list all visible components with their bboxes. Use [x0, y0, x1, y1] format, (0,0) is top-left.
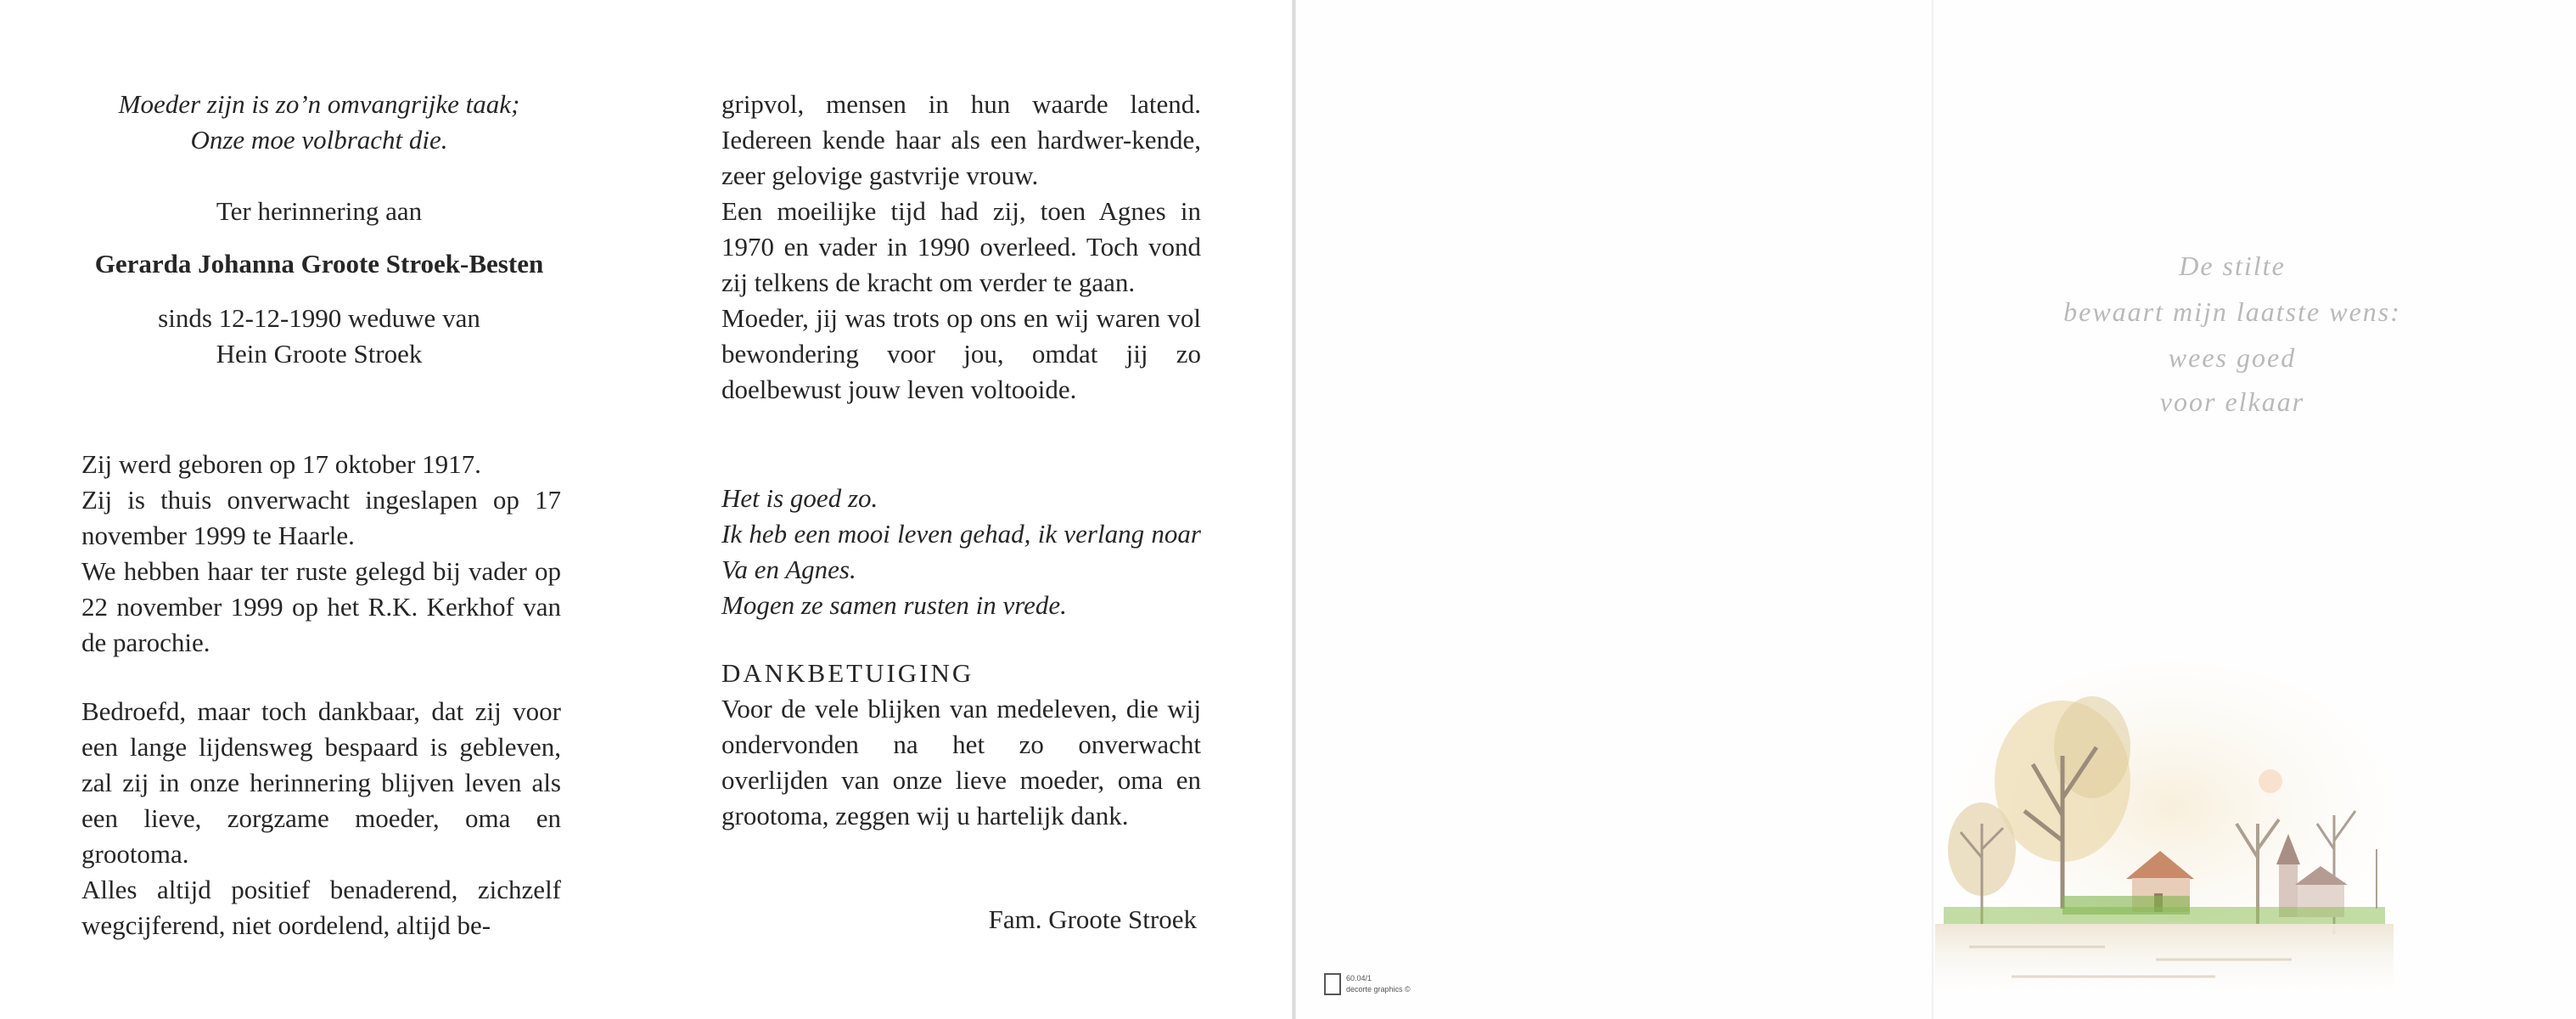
- quote-line: Mogen ze samen rusten in vrede.: [721, 590, 1067, 620]
- grass-patch: [2062, 896, 2190, 915]
- publisher-logo-icon: [1324, 973, 1341, 995]
- publisher-name: decorte graphics ©: [1346, 985, 1411, 994]
- quote: [721, 481, 1201, 623]
- deceased-name: Gerarda Johanna Groote Stroek-Besten: [94, 249, 544, 279]
- bio-paragraph: Zij is thuis onverwacht ingeslapen op 17 november 1999 te Haarle.: [81, 485, 561, 550]
- sun-icon: [2259, 769, 2282, 793]
- poem-line: bewaart mijn laatste wens:: [2063, 296, 2401, 327]
- widow-line: Hein Groote Stroek: [216, 339, 423, 369]
- memory-label: Ter herinnering aan: [216, 196, 423, 226]
- tribute-paragraph: Moeder, jij was trots op ons en wij waren vol bewondering voor jou, omdat jij zo doelbewust jouw leven voltooide.: [721, 303, 1201, 404]
- widow-line: sinds 12-12-1990 weduwe van: [158, 303, 480, 333]
- right-page: [645, 0, 1292, 1019]
- tribute-continued: [721, 87, 1201, 408]
- motto: [81, 87, 557, 158]
- thanks-heading: DANKBETUIGING: [721, 658, 974, 688]
- water-reflection: [1935, 924, 2394, 1005]
- watercolor-landscape-illustration: [1935, 654, 2394, 1011]
- poem-line: wees goed: [2168, 342, 2297, 373]
- quote-line: Het is goed zo.: [721, 483, 878, 513]
- signature: Fam. Groote Stroek: [988, 904, 1197, 934]
- tribute-paragraph: Bedroefd, maar toch dankbaar, dat zij voor een lange lijdensweg bespaard is gebleven, zal zij in onze herinnering blijven leven als een lieve, zorgzame moeder, oma en grootoma.: [81, 696, 561, 869]
- tribute-paragraph: Alles altijd positief benaderend, zichzelf wegcijferend, niet oordelend, altijd be-: [81, 875, 561, 940]
- publisher-mark: [1324, 973, 1443, 1002]
- tribute-paragraph: gripvol, mensen in hun waarde latend. Iedereen kende haar als een hardwer-kende, zeer gelovige gastvrije vrouw.: [721, 89, 1201, 190]
- motto-line: Moeder zijn is zo’n omvangrijke taak;: [118, 89, 520, 119]
- poem: [2012, 251, 2453, 429]
- fold-crease: [1932, 0, 1933, 1019]
- thanks-text: Voor de vele blijken van medeleven, die wij ondervonden na het zo onverwacht overlijden van onze lieve moeder, oma en grootoma, zeggen wij u hartelijk dank.: [721, 694, 1201, 830]
- tribute: [81, 694, 561, 943]
- poem-line: voor elkaar: [2159, 386, 2305, 417]
- bio-paragraph: We hebben haar ter ruste gelegd bij vader op 22 november 1999 op het R.K. Kerkhof van de parochie.: [81, 556, 561, 657]
- tribute-paragraph: Een moeilijke tijd had zij, toen Agnes in 1970 en vader in 1990 overleed. Toch vond zij telkens de kracht om verder te gaan.: [721, 196, 1201, 297]
- motto-line: Onze moe volbracht die.: [190, 125, 448, 155]
- left-page: [0, 0, 645, 1019]
- quote-line: Ik heb een mooi leven gehad, ik verlang noar Va en Agnes.: [721, 519, 1201, 584]
- poem-line: De stilte: [2179, 251, 2286, 281]
- widow-note: [81, 301, 557, 372]
- bio-paragraph: Zij werd geboren op 17 oktober 1917.: [81, 449, 481, 479]
- publisher-code: 60.04/1: [1346, 974, 1372, 982]
- biography: [81, 447, 561, 661]
